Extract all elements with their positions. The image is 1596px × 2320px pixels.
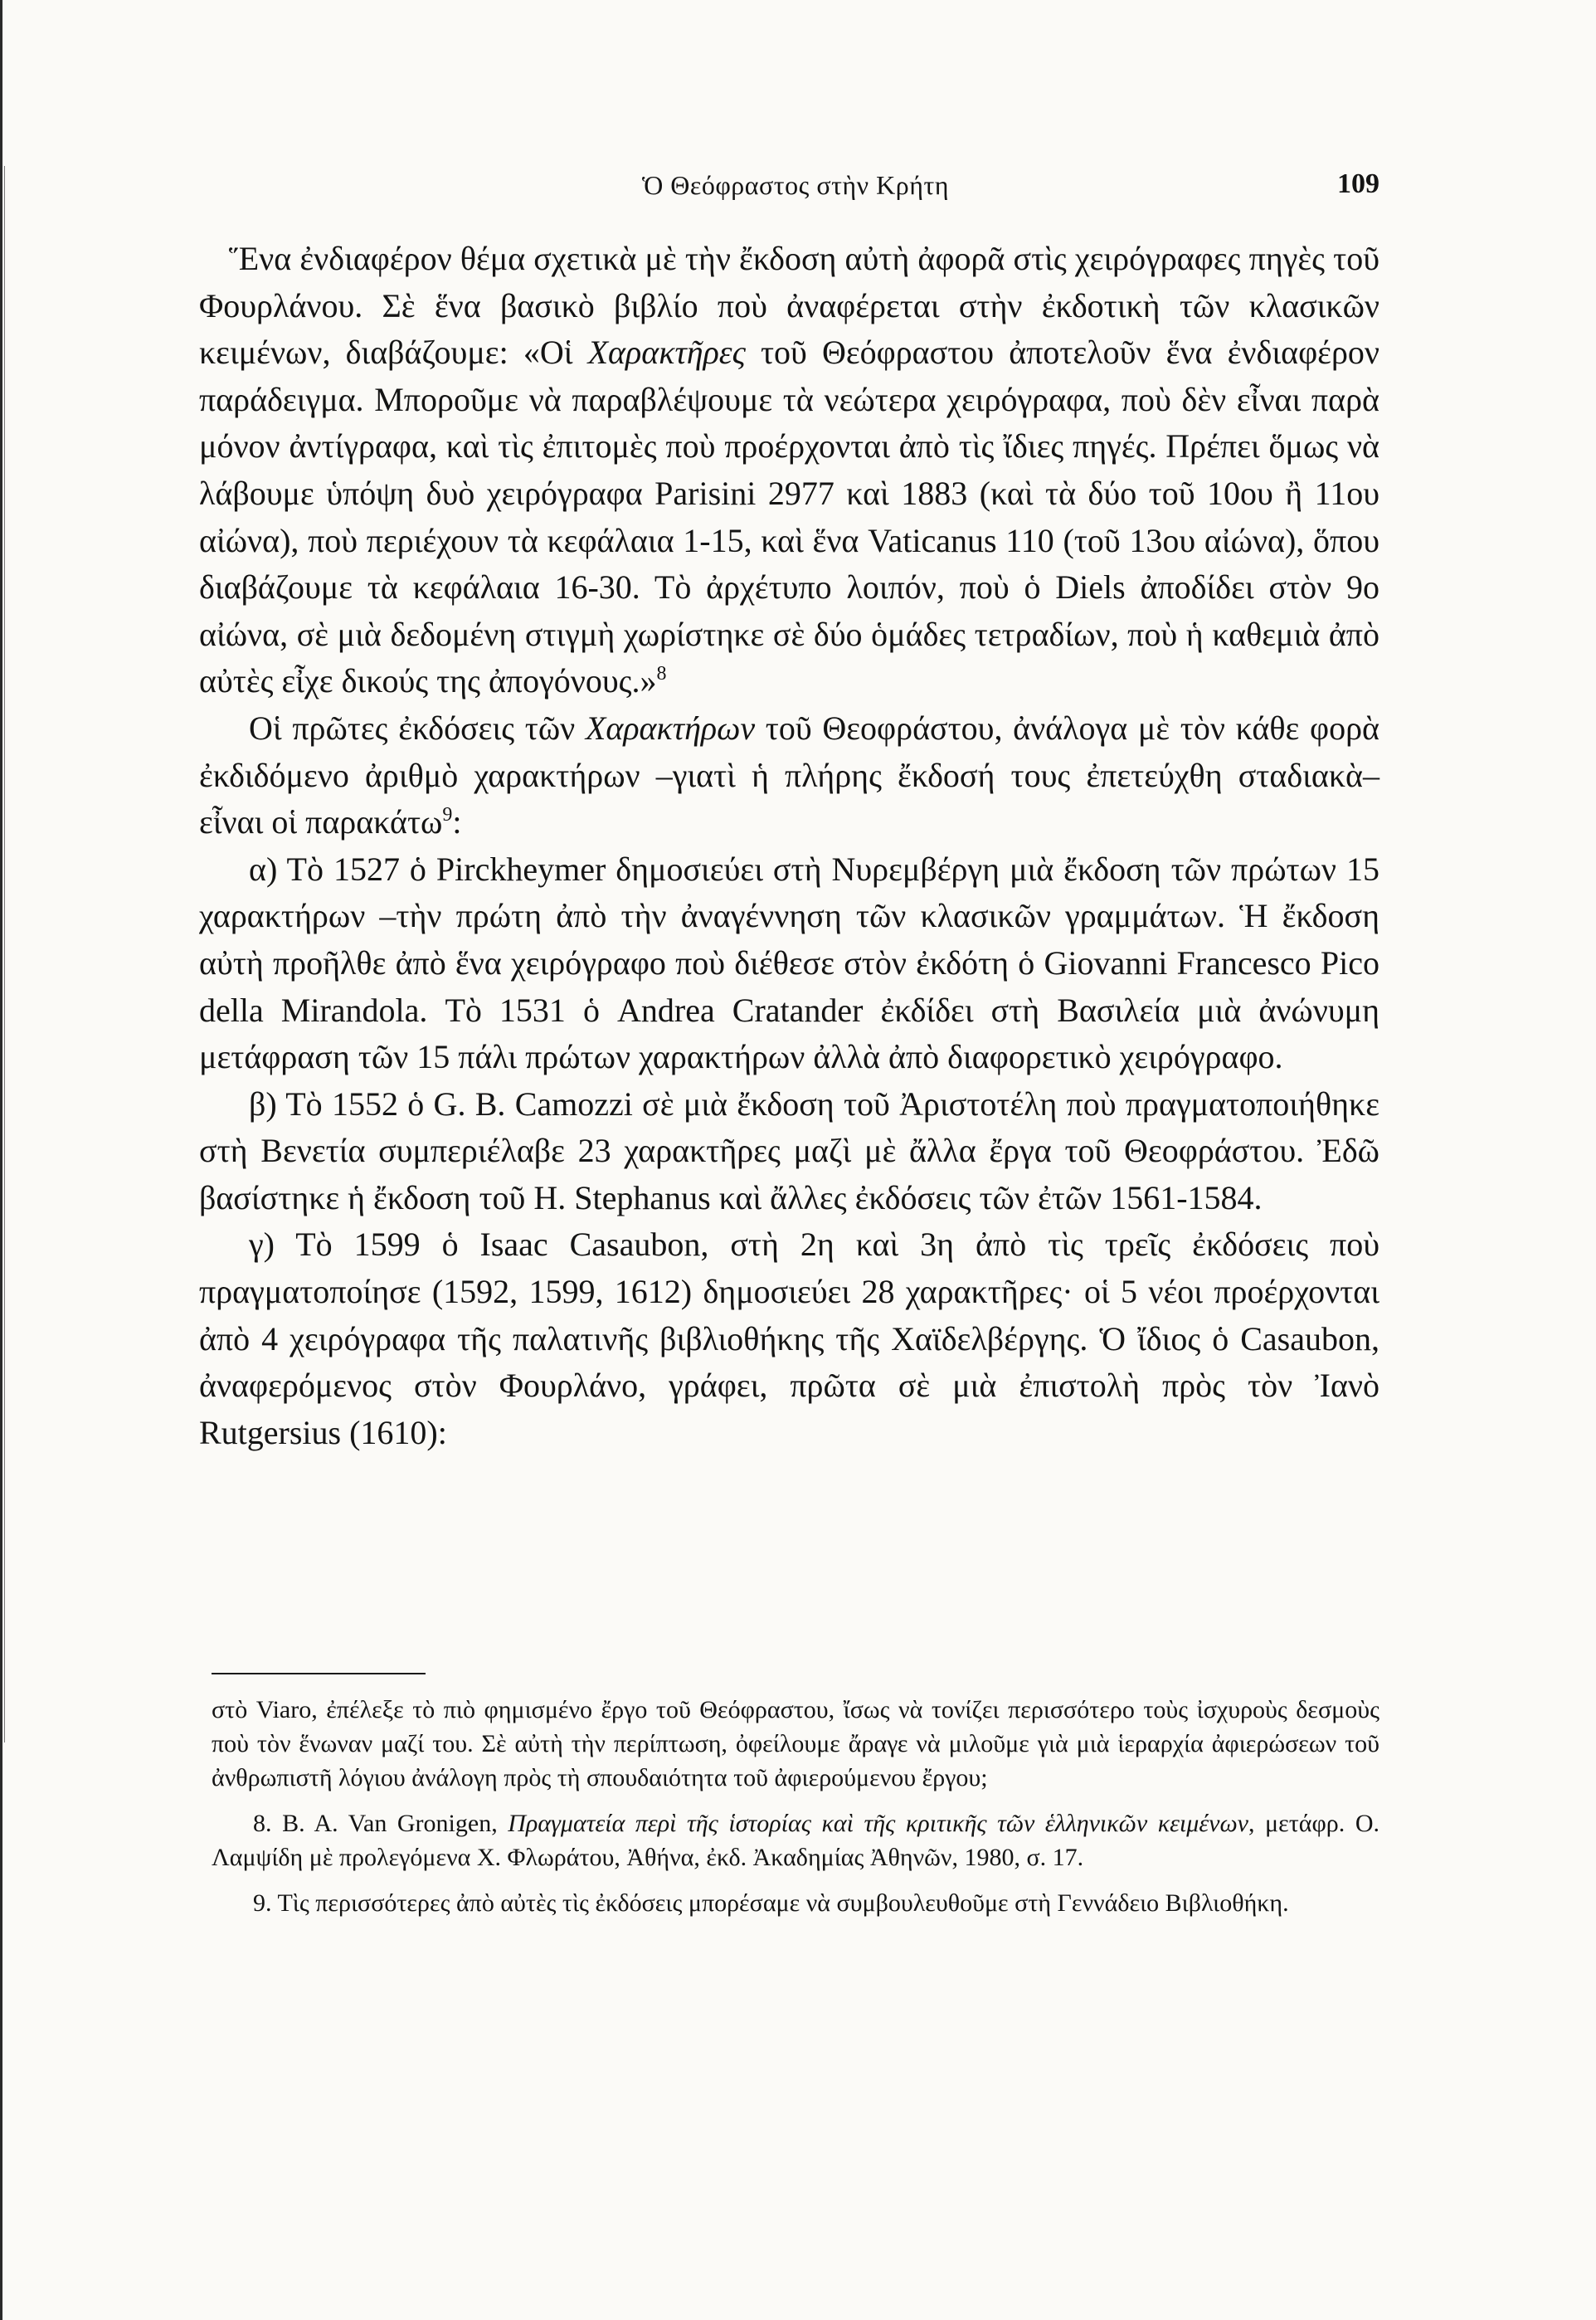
body-text — [199, 236, 1379, 1456]
text-run: , μετάφρ. Ο. Λαμψίδη μὲ προλεγόμενα Χ. Φλωράτου, Ἀθήνα, ἐκδ. Ἀκαδημίας Ἀθηνῶν, 1980, σ. 17. — [212, 1810, 1379, 1871]
paragraph: α) Τὸ 1527 ὁ Pirckheymer δημοσιεύει στὴ Νυρεμβέργη μιὰ ἔκδοση τῶν πρώτων 15 χαρακτήρων –τὴν πρώτη ἀπὸ τὴν ἀναγέννηση τῶν κλασικῶν γραμμάτων. Ἡ ἔκδοση αὐτὴ προῆλθε ἀπὸ ἕνα χειρόγραφο ποὺ διέθεσε στὸν ἐκδότη ὁ Giovanni Francesco Pico della Mirandola. Τὸ 1531 ὁ Andrea Cratander ἐκδίδει στὴ Βασιλεία μιὰ ἀνώνυμη μετάφραση τῶν 15 πάλι πρώτων χαρακτήρων ἀλλὰ ἀπὸ διαφορετικὸ χειρόγραφο. — [199, 850, 1379, 1076]
text-run: Ἕνα ἐνδιαφέρον θέμα σχετικὰ μὲ τὴν ἔκδοση αὐτὴ ἀφορᾶ στὶς χειρόγραφες πηγὲς τοῦ Φουρλάνου. Σὲ ἕνα βασικὸ βιβλίο ποὺ ἀναφέρεται στὴν ἐκδοτικὴ τῶν κλασικῶν κειμένων, διαβάζουμε: «Οἱ — [199, 240, 1379, 372]
footnote-divider — [212, 1673, 426, 1674]
text-run: : — [452, 803, 462, 841]
italic-title: Χαρακτῆρες — [587, 334, 746, 372]
text-run: Οἱ πρῶτες ἐκδόσεις τῶν — [249, 709, 586, 747]
page-edge-shadow — [0, 0, 2, 2320]
footnote-9: 9. Τὶς περισσότερες ἀπὸ αὐτὲς τὶς ἐκδόσεις μπορέσαμε νὰ συμβουλευθοῦμε στὴ Γεννάδειο Βιβλιοθήκη. — [253, 1889, 1289, 1917]
paragraph — [199, 705, 1379, 846]
page-header — [212, 170, 1379, 210]
page-edge-shadow-inner — [4, 166, 5, 1742]
italic-title: Χαρακτήρων — [585, 709, 756, 747]
paragraph: γ) Τὸ 1599 ὁ Isaac Casaubon, στὴ 2η καὶ 3η ἀπὸ τὶς τρεῖς ἐκδόσεις ποὺ πραγματοποίησε (1592, 1599, 1612) δημοσιεύει 28 χαρακτῆρες· οἱ 5 νέοι προέρχονται ἀπὸ 4 χειρόγραφα τῆς παλατινῆς βιβλιοθήκης τῆς Χαϊδελβέργης. Ὁ ἴδιος ὁ Casaubon, ἀναφερόμενος στὸν Φουρλάνο, γράφει, πρῶτα σὲ μιὰ ἐπιστολὴ πρὸς τὸν Ἰανὸ Rutgersius (1610): — [199, 1226, 1379, 1451]
footnotes — [212, 1693, 1379, 1932]
footnote-8 — [212, 1806, 1379, 1874]
running-head: Ὁ Θεόφραστος στὴν Κρήτη — [641, 170, 950, 200]
footnote-ref: 8 — [656, 663, 667, 685]
italic-title: Πραγματεία περὶ τῆς ἱστορίας καὶ τῆς κριτικῆς τῶν ἑλληνικῶν κειμένων — [508, 1810, 1248, 1837]
text-run: 8. B. A. Van Gronigen, — [253, 1810, 508, 1837]
text-run: τοῦ Θεοφράστου, ἀνάλογα μὲ τὸν κάθε φορὰ ἐκδιδόμενο ἀριθμὸ χαρακτήρων –γιατὶ ἡ πλήρης ἔκδοσή τους ἐπετεύχθη σταδιακὰ– εἶναι οἱ παρακάτω — [199, 709, 1379, 841]
footnote-ref: 9 — [442, 804, 453, 826]
paragraph — [199, 236, 1379, 705]
text-run: τοῦ Θεόφραστου ἀποτελοῦν ἕνα ἐνδιαφέρον παράδειγμα. Μποροῦμε νὰ παραβλέψουμε τὰ νεώτερα χειρόγραφα, ποὺ δὲν εἶναι παρὰ μόνον ἀντίγραφα, καὶ τὶς ἐπιτομὲς ποὺ προέρχονται ἀπὸ τὶς ἴδιες πηγές. Πρέπει ὅμως νὰ λάβουμε ὑπόψη δυὸ χειρόγραφα Parisini 2977 καὶ 1883 (καὶ τὰ δύο τοῦ 10ου ἢ 11ου αἰώνα), ποὺ περιέχουν τὰ κεφάλαια 1-15, καὶ ἕνα Vaticanus 110 (τοῦ 13ου αἰώνα), ὅπου διαβάζουμε τὰ κεφάλαια 16-30. Τὸ ἀρχέτυπο λοιπόν, ποὺ ὁ Diels ἀποδίδει στὸν 9ο αἰώνα, σὲ μιὰ δεδομένη στιγμὴ χωρίστηκε σὲ δύο ὁμάδες τετραδίων, ποὺ ἡ καθεμιὰ ἀπὸ αὐτὲς εἶχε δικούς της ἀπογόνους.» — [199, 334, 1380, 700]
paragraph: β) Τὸ 1552 ὁ G. B. Camozzi σὲ μιὰ ἔκδοση τοῦ Ἀριστοτέλη ποὺ πραγματοποιήθηκε στὴ Βενετία συμπεριέλαβε 23 χαρακτῆρες μαζὶ μὲ ἄλλα ἔργα τοῦ Θεοφράστου. Ἐδῶ βασίστηκε ἡ ἔκδοση τοῦ H. Stephanus καὶ ἄλλες ἐκδόσεις τῶν ἐτῶν 1561-1584. — [199, 1084, 1379, 1216]
footnote-continuation: στὸ Viaro, ἐπέλεξε τὸ πιὸ φημισμένο ἔργο τοῦ Θεόφραστου, ἴσως νὰ τονίζει περισσότερο τοὺς ἰσχυροὺς δεσμοὺς ποὺ τὸν ἕνωναν μαζί του. Σὲ αὐτὴ τὴν περίπτωση, ὀφείλουμε ἄραγε νὰ μιλοῦμε γιὰ μιὰ ἱεραρχία ἀφιερώσεων τοῦ ἀνθρωπιστῆ λόγιου ἀνάλογη πρὸς τὴ σπουδαιότητα τοῦ ἀφιερούμενου ἔργου; — [212, 1696, 1379, 1791]
page-number: 109 — [1337, 168, 1379, 199]
